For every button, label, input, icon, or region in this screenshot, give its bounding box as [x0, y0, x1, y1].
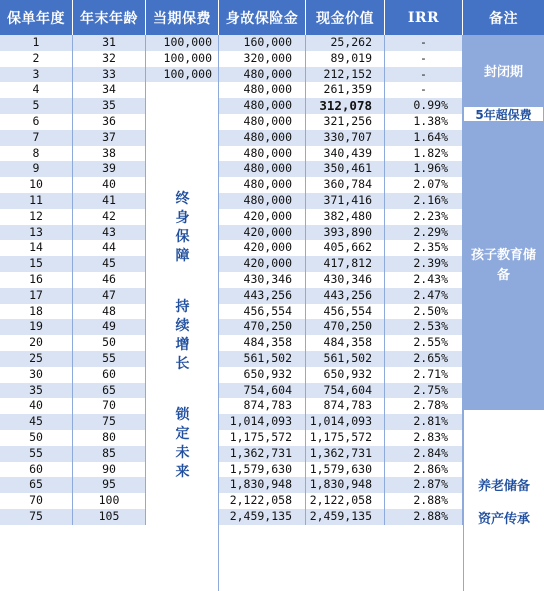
cell-death-benefit: 470,250	[219, 319, 306, 335]
table-row	[0, 462, 463, 478]
cell-cash-value: 417,812	[306, 256, 385, 272]
vertical-char: 续	[175, 318, 190, 334]
header-policy-year: 保单年度	[0, 0, 73, 35]
cell-irr: 1.96%	[385, 161, 463, 177]
cell-age: 90	[73, 462, 146, 478]
cell-policy-year: 1	[0, 35, 73, 51]
cell-age: 45	[73, 256, 146, 272]
table-row	[0, 130, 463, 146]
cell-cash-value: 1,362,731	[306, 446, 385, 462]
cell-cash-value: 754,604	[306, 383, 385, 399]
cell-irr: 2.55%	[385, 335, 463, 351]
table-row	[0, 446, 463, 462]
table-row	[0, 351, 463, 367]
cell-cash-value: 1,014,093	[306, 414, 385, 430]
cell-irr: 2.50%	[385, 304, 463, 320]
cell-cash-value: 340,439	[306, 146, 385, 162]
cell-premium: 100,000	[146, 51, 219, 67]
cell-irr: 2.75%	[385, 383, 463, 399]
cell-irr: -	[385, 35, 463, 51]
cell-irr: -	[385, 67, 463, 83]
cell-policy-year: 55	[0, 446, 73, 462]
cell-death-benefit: 480,000	[219, 193, 306, 209]
cell-policy-year: 15	[0, 256, 73, 272]
cell-cash-value: 321,256	[306, 114, 385, 130]
cell-age: 42	[73, 209, 146, 225]
cell-policy-year: 7	[0, 130, 73, 146]
cell-cash-value: 443,256	[306, 288, 385, 304]
cell-irr: 2.88%	[385, 493, 463, 509]
premium-merged-cell	[146, 90, 219, 591]
cell-age: 32	[73, 51, 146, 67]
header-death-benefit: 身故保险金	[219, 0, 306, 35]
cell-age: 36	[73, 114, 146, 130]
table-row	[0, 398, 463, 414]
table-row	[0, 319, 463, 335]
cell-age: 44	[73, 240, 146, 256]
cell-death-benefit: 480,000	[219, 130, 306, 146]
cell-death-benefit: 2,122,058	[219, 493, 306, 509]
cell-age: 50	[73, 335, 146, 351]
cell-irr: 2.86%	[385, 462, 463, 478]
cell-cash-value: 89,019	[306, 51, 385, 67]
cell-irr: 2.07%	[385, 177, 463, 193]
note-child-education: 孩子教育储备	[463, 122, 544, 410]
cell-death-benefit: 874,783	[219, 398, 306, 414]
cell-death-benefit: 480,000	[219, 114, 306, 130]
cell-policy-year: 6	[0, 114, 73, 130]
lifetime-protection-text	[146, 190, 219, 266]
cell-cash-value: 2,122,058	[306, 493, 385, 509]
vertical-char: 持	[175, 299, 190, 315]
cell-age: 60	[73, 367, 146, 383]
cell-age: 39	[73, 161, 146, 177]
cell-policy-year: 60	[0, 462, 73, 478]
header-cash-value: 现金价值	[306, 0, 385, 35]
cell-premium: 100,000	[146, 35, 219, 51]
table-row	[0, 209, 463, 225]
cell-death-benefit: 480,000	[219, 82, 306, 98]
table-row	[0, 51, 463, 67]
cell-policy-year: 65	[0, 477, 73, 493]
cell-cash-value: 2,459,135	[306, 509, 385, 525]
cell-age: 31	[73, 35, 146, 51]
cell-death-benefit: 160,000	[219, 35, 306, 51]
cell-cash-value: 25,262	[306, 35, 385, 51]
cell-age: 47	[73, 288, 146, 304]
continuous-growth-text	[146, 298, 219, 374]
cell-cash-value: 430,346	[306, 272, 385, 288]
cell-death-benefit: 650,932	[219, 367, 306, 383]
cell-policy-year: 50	[0, 430, 73, 446]
cell-policy-year: 45	[0, 414, 73, 430]
table-body	[0, 35, 463, 525]
cell-death-benefit: 1,830,948	[219, 477, 306, 493]
cell-cash-value: 382,480	[306, 209, 385, 225]
table-row	[0, 225, 463, 241]
cell-irr: 2.78%	[385, 398, 463, 414]
cell-age: 41	[73, 193, 146, 209]
vertical-char: 长	[175, 356, 190, 372]
cell-policy-year: 30	[0, 367, 73, 383]
table-row	[0, 288, 463, 304]
cell-cash-value: 456,554	[306, 304, 385, 320]
cell-age: 105	[73, 509, 146, 525]
cell-death-benefit: 480,000	[219, 98, 306, 114]
cell-policy-year: 40	[0, 398, 73, 414]
cell-age: 80	[73, 430, 146, 446]
cell-irr: 2.35%	[385, 240, 463, 256]
cell-age: 55	[73, 351, 146, 367]
table-row	[0, 367, 463, 383]
table-row	[0, 146, 463, 162]
cell-death-benefit: 420,000	[219, 240, 306, 256]
table-row	[0, 414, 463, 430]
cell-irr: 0.99%	[385, 98, 463, 114]
table-row	[0, 161, 463, 177]
table-row	[0, 493, 463, 509]
cell-death-benefit: 484,358	[219, 335, 306, 351]
cell-policy-year: 17	[0, 288, 73, 304]
cell-age: 100	[73, 493, 146, 509]
cell-irr: 2.16%	[385, 193, 463, 209]
cell-cash-value: 484,358	[306, 335, 385, 351]
cell-irr: 1.38%	[385, 114, 463, 130]
cell-age: 75	[73, 414, 146, 430]
cell-irr: 2.29%	[385, 225, 463, 241]
cell-irr: 2.84%	[385, 446, 463, 462]
cell-cash-value: 874,783	[306, 398, 385, 414]
cell-policy-year: 10	[0, 177, 73, 193]
cell-death-benefit: 1,175,572	[219, 430, 306, 446]
cell-age: 95	[73, 477, 146, 493]
vertical-char: 来	[175, 464, 190, 480]
vertical-char: 定	[175, 426, 190, 442]
header-irr: IRR	[385, 0, 463, 35]
cell-policy-year: 12	[0, 209, 73, 225]
cell-policy-year: 9	[0, 161, 73, 177]
cell-cash-value: 393,890	[306, 225, 385, 241]
note-retirement-inheritance	[463, 410, 544, 591]
cell-death-benefit: 1,362,731	[219, 446, 306, 462]
cell-irr: 2.65%	[385, 351, 463, 367]
cell-age: 70	[73, 398, 146, 414]
cell-death-benefit: 480,000	[219, 161, 306, 177]
cell-irr: 2.87%	[385, 477, 463, 493]
cell-policy-year: 4	[0, 82, 73, 98]
cell-irr: 1.64%	[385, 130, 463, 146]
cell-age: 35	[73, 98, 146, 114]
cell-cash-value: 350,461	[306, 161, 385, 177]
table-row	[0, 256, 463, 272]
cell-death-benefit: 480,000	[219, 146, 306, 162]
table-row	[0, 509, 463, 525]
cell-policy-year: 5	[0, 98, 73, 114]
cell-cash-value: 650,932	[306, 367, 385, 383]
cell-age: 48	[73, 304, 146, 320]
table-row	[0, 114, 463, 130]
cell-premium: 100,000	[146, 67, 219, 83]
note-inheritance: 资产传承	[477, 511, 530, 527]
cell-death-benefit: 2,459,135	[219, 509, 306, 525]
cell-cash-value: 1,830,948	[306, 477, 385, 493]
cell-policy-year: 8	[0, 146, 73, 162]
cell-irr: 2.83%	[385, 430, 463, 446]
cell-irr: 2.81%	[385, 414, 463, 430]
cell-policy-year: 19	[0, 319, 73, 335]
cell-age: 46	[73, 272, 146, 288]
cell-age: 33	[73, 67, 146, 83]
cell-death-benefit: 1,014,093	[219, 414, 306, 430]
cell-death-benefit: 443,256	[219, 288, 306, 304]
vertical-char: 增	[175, 337, 190, 353]
cell-policy-year: 25	[0, 351, 73, 367]
cell-policy-year: 13	[0, 225, 73, 241]
cell-irr: -	[385, 82, 463, 98]
cell-irr: 2.23%	[385, 209, 463, 225]
cell-irr: 2.53%	[385, 319, 463, 335]
cell-irr: 2.39%	[385, 256, 463, 272]
cell-age: 49	[73, 319, 146, 335]
cell-death-benefit: 420,000	[219, 225, 306, 241]
table-row	[0, 82, 463, 98]
cell-irr: 2.43%	[385, 272, 463, 288]
cell-irr: 1.82%	[385, 146, 463, 162]
cell-age: 34	[73, 82, 146, 98]
table-row	[0, 383, 463, 399]
cell-policy-year: 2	[0, 51, 73, 67]
cell-death-benefit: 420,000	[219, 256, 306, 272]
vertical-char: 保	[175, 229, 190, 245]
vertical-char: 锁	[175, 407, 190, 423]
cell-death-benefit: 320,000	[219, 51, 306, 67]
cell-irr: 2.71%	[385, 367, 463, 383]
vertical-char: 未	[175, 445, 190, 461]
cell-age: 43	[73, 225, 146, 241]
cell-cash-value: 312,078	[306, 98, 385, 114]
cell-cash-value: 212,152	[306, 67, 385, 83]
cell-policy-year: 75	[0, 509, 73, 525]
cell-death-benefit: 456,554	[219, 304, 306, 320]
cell-age: 40	[73, 177, 146, 193]
cell-cash-value: 561,502	[306, 351, 385, 367]
cell-irr: 2.47%	[385, 288, 463, 304]
cell-age: 65	[73, 383, 146, 399]
cell-policy-year: 20	[0, 335, 73, 351]
cell-death-benefit: 561,502	[219, 351, 306, 367]
lock-future-text	[146, 406, 219, 482]
note-lock-period: 封闭期	[463, 35, 544, 106]
note-five-year: 5年超保费	[463, 106, 544, 122]
table-row	[0, 240, 463, 256]
cell-cash-value: 1,175,572	[306, 430, 385, 446]
cell-cash-value: 261,359	[306, 82, 385, 98]
cell-policy-year: 11	[0, 193, 73, 209]
table-row	[0, 67, 463, 83]
vertical-char: 身	[175, 210, 190, 226]
cell-death-benefit: 430,346	[219, 272, 306, 288]
table-row	[0, 477, 463, 493]
cell-cash-value: 405,662	[306, 240, 385, 256]
cell-policy-year: 14	[0, 240, 73, 256]
table-row	[0, 177, 463, 193]
vertical-char: 终	[175, 191, 190, 207]
cell-policy-year: 16	[0, 272, 73, 288]
cell-age: 85	[73, 446, 146, 462]
cell-age: 37	[73, 130, 146, 146]
table-row	[0, 304, 463, 320]
note-retirement: 养老储备	[477, 478, 530, 494]
header-premium: 当期保费	[146, 0, 219, 35]
vertical-char: 障	[175, 248, 190, 264]
cell-policy-year: 3	[0, 67, 73, 83]
cell-policy-year: 70	[0, 493, 73, 509]
table-row	[0, 193, 463, 209]
table-row	[0, 430, 463, 446]
cell-cash-value: 470,250	[306, 319, 385, 335]
table-row	[0, 98, 463, 114]
cell-cash-value: 371,416	[306, 193, 385, 209]
cell-death-benefit: 1,579,630	[219, 462, 306, 478]
cell-policy-year: 18	[0, 304, 73, 320]
table-row	[0, 272, 463, 288]
cell-death-benefit: 754,604	[219, 383, 306, 399]
header-notes: 备注	[463, 0, 544, 35]
cell-policy-year: 35	[0, 383, 73, 399]
cell-cash-value: 360,784	[306, 177, 385, 193]
cell-irr: 2.88%	[385, 509, 463, 525]
cell-death-benefit: 480,000	[219, 177, 306, 193]
cell-irr: -	[385, 51, 463, 67]
header-age: 年末年龄	[73, 0, 146, 35]
cell-age: 38	[73, 146, 146, 162]
cell-cash-value: 1,579,630	[306, 462, 385, 478]
cell-cash-value: 330,707	[306, 130, 385, 146]
cell-death-benefit: 480,000	[219, 67, 306, 83]
table-row	[0, 335, 463, 351]
cell-death-benefit: 420,000	[219, 209, 306, 225]
table-row	[0, 35, 463, 51]
